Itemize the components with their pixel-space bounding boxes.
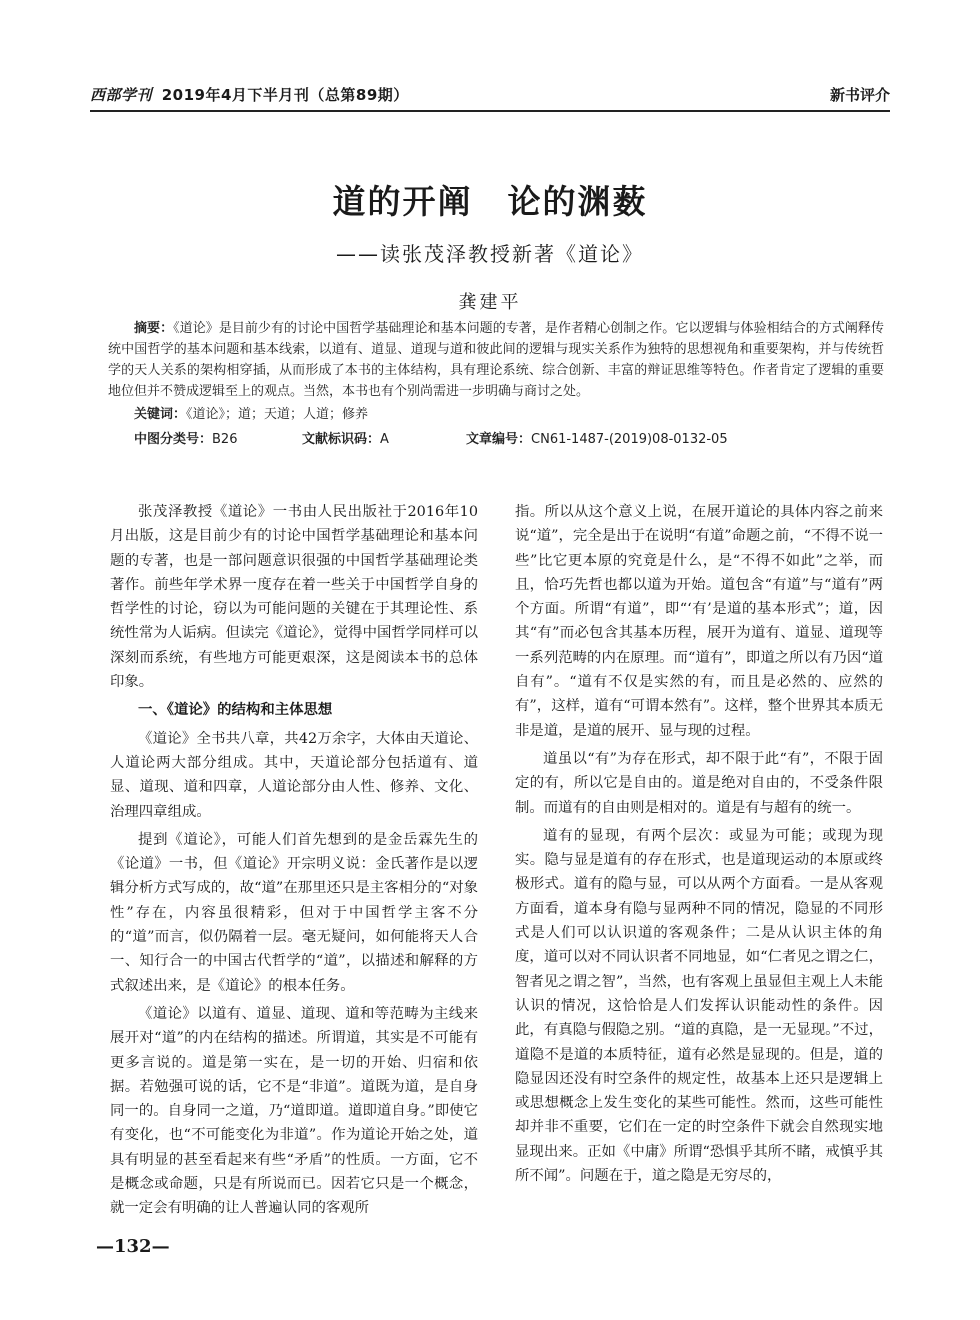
abstract-label: 摘要： <box>134 321 174 336</box>
classification-line <box>108 429 884 450</box>
body-paragraph: 提到《道论》，可能人们首先想到的是金岳霖先生的《论道》一书，但《道论》开宗明义说：金氏著作是以逻辑分析方式写成的，故“道”在那里还只是主客相分的“对象性”存在，内容虽很精彩，但对于中国哲学主客不分的“道”而言，似仍隔着一层。毫无疑问，如何能将天人合一、知行合一的中国古代哲学的“道”，以描述和解释的方式叙述出来，是《道论》的根本任务。 <box>110 831 478 994</box>
body-paragraph: 《道论》全书共八章，共42万余字，大体由天道论、人道论两大部分组成。其中，天道论部分包括道有、道显、道现、道和四章，人道论部分由人性、修养、文化、治理四章组成。 <box>110 730 478 820</box>
abstract-text: 《道论》是目前少有的讨论中国哲学基础理论和基本问题的专著，是作者精心创制之作。它以逻辑与体验相结合的方式阐释传统中国哲学的基本问题和基本线索，以道有、道显、道现与道和彼此间的逻辑与现实关系作为独特的思想视角和重要架构，并与传统哲学的天人关系的架构相穿插，从而形成了本书的主体结构，具有理论系统、综合创新、丰富的辩证思维等特色。作者肯定了逻辑的重要地位但并不赞成逻辑至上的观点。当然，本书也有个别尚需进一步明确与商讨之处。 <box>108 321 884 399</box>
body-column-left <box>110 500 478 1225</box>
body-paragraph: 道有的显现，有两个层次：或显为可能；或现为现实。隐与显是道有的存在形式，也是道现运动的本原或终极形式。道有的隐与显，可以从两个方面看。一是从客观方面看，道本身有隐与显两种不同的情况，隐显的不同形式是人们可以认识道的客观条件；二是从认识主体的角度，道可以对不同认识者不同地显，如“仁者见之谓之仁，智者见之谓之智”，当然，也有客观上虽显但主观上人未能认识的情况，这恰恰是人们发挥认识能动性的条件。因此，有真隐与假隐之别。“道的真隐，是一无显现。”不过，道隐不是道的本质特征，道有必然是显现的。但是，道的隐显因还没有时空条件的规定性，故基本上还只是逻辑上或思想概念上发生变化的某些可能性。然而，这些可能性却并非不重要，它们在一定的时空条件下就会自然现实地显现出来。正如《中庸》所谓“恐惧乎其所不睹，戒慎乎其所不闻”。问题在于，道之隐是无穷尽的， <box>515 827 883 1185</box>
article-title: 道的开阐 论的渊薮 <box>332 182 648 221</box>
article-number-value: CN61-1487-(2019)08-0132-05 <box>531 432 728 447</box>
doc-code-label: 文献标识码： <box>302 432 381 447</box>
doc-code-value: A <box>380 432 389 447</box>
header-journal-info <box>90 84 409 105</box>
body-paragraph: 道虽以“有”为存在形式，却不限于此“有”，不限于固定的有，所以它是自由的。道是绝对自由的，不受条件限制。而道有的自由则是相对的。道是有与超有的统一。 <box>515 750 883 816</box>
keywords-label: 关键词： <box>134 407 187 422</box>
page-number: —132— <box>96 1236 170 1257</box>
article-number-field <box>466 429 728 450</box>
body-column-right <box>515 500 883 1192</box>
issue-info: 2019年4月下半月刊（总第89期） <box>161 86 409 104</box>
clc-label: 中图分类号： <box>134 432 213 447</box>
clc-field <box>134 429 302 450</box>
abstract-paragraph <box>108 318 884 402</box>
keywords-line <box>108 404 884 425</box>
journal-name: 西部学刊 <box>90 86 153 104</box>
clc-value: B26 <box>212 432 238 447</box>
article-number-label: 文章编号： <box>466 432 532 447</box>
running-header <box>90 80 890 112</box>
section-heading: 一、《道论》的结构和主体思想 <box>138 702 333 719</box>
body-paragraph: 《道论》以道有、道显、道现、道和等范畴为主线来展开对“道”的内在结构的描述。所谓道，其实是不可能有更多言说的。道是第一实在，是一切的开始、归宿和依据。若勉强可说的话，它不是“非道”。道既为道，是自身同一的。自身同一之道，乃“道即道。道即道自身。”即使它有变化，也“不可能变化为非道”。作为道论开始之处，道具有明显的甚至看起来有些“矛盾”的性质。一方面，它不是概念或命题，只是有所说而已。因若它只是一个概念，就一定会有明确的让人普遍认同的客观所 <box>110 1005 478 1217</box>
keywords-text: 《道论》；道；天道；人道；修养 <box>186 407 369 422</box>
article-subtitle: ——读张茂泽教授新著《道论》 <box>336 242 644 266</box>
body-paragraph: 指。所以从这个意义上说，在展开道论的具体内容之前来说“道”，完全是出于在说明“有道”命题之前，“不得不说一些”比它更本原的究竟是什么，是“不得不如此”之举，而且，恰巧先哲也都以道为开始。道包含“有道”与“道有”两个方面。所谓“有道”，即“‘有’是道的基本形式”；道，因其“有”而必包含其基本历程，展开为道有、道显、道现等一系列范畴的内在原理。而“道有”，即道之所以有乃因“道自有”。“道有不仅是实然的有，而且是必然的、应然的有”，这样，道有“可谓本然有”。这样，整个世界其本质无非是道，是道的展开、显与现的过程。 <box>515 504 883 739</box>
doc-code-field <box>302 429 466 450</box>
abstract-block <box>108 318 884 450</box>
section-name: 新书评介 <box>829 86 890 104</box>
body-paragraph: 张茂泽教授《道论》一书由人民出版社于2016年10月出版，这是目前少有的讨论中国哲学基础理论和基本问题的专著，也是一部问题意识很强的中国哲学基础理论类著作。前些年学术界一度存在着一些关于中国哲学自身的哲学性的讨论，窃以为可能问题的关键在于其理论性、系统性常为人诟病。但读完《道论》，觉得中国哲学同样可以深刻而系统，有些地方可能更艰深，这是阅读本书的总体印象。 <box>110 504 478 691</box>
author-name: 龚建平 <box>458 292 522 313</box>
